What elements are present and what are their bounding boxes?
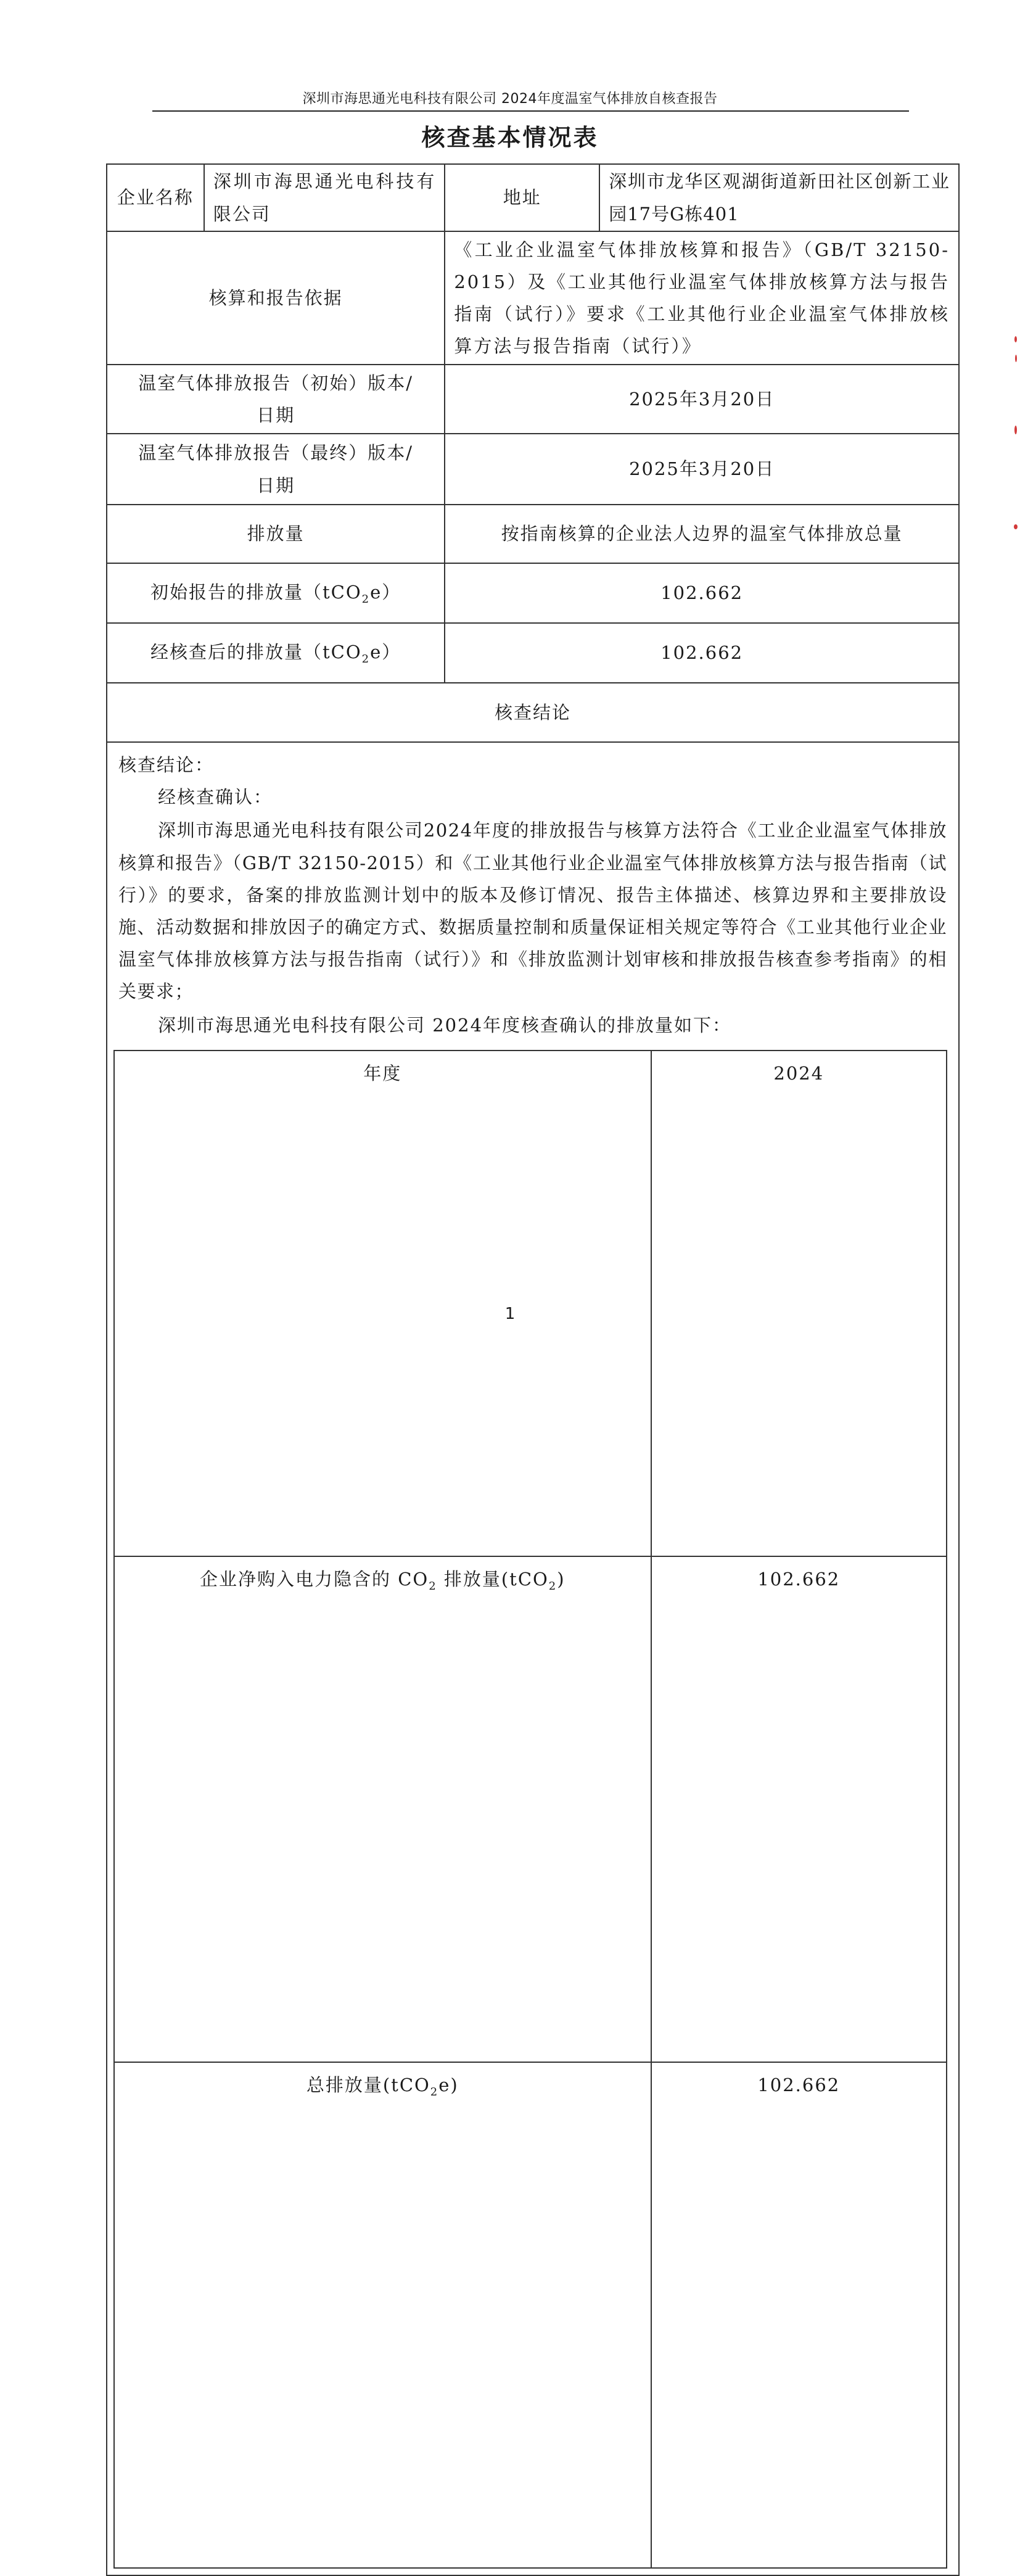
- year-value: 2024: [651, 1051, 947, 1556]
- initial-emission-label: 初始报告的排放量（tCO$_2$e）: [107, 563, 445, 623]
- running-header: 深圳市海思通光电科技有限公司 2024年度温室气体排放自核查报告: [302, 91, 718, 107]
- conclusion-header: 核查结论: [107, 683, 959, 742]
- company-name-label: 企业名称: [107, 164, 204, 231]
- verified-emission-value: 102.662: [445, 623, 959, 683]
- document-title: 核查基本情况表: [421, 124, 599, 151]
- table-row: [114, 1051, 947, 1556]
- electricity-emission-label: 企业净购入电力隐含的 $CO_2$ 排放量(tCO$_2$): [114, 1556, 651, 2062]
- initial-version-date: 2025年3月20日: [445, 365, 959, 434]
- summary-intro: 深圳市海思通光电科技有限公司 2024年度核查确认的排放量如下：: [158, 1014, 732, 1036]
- seal-trace-mark: [1014, 524, 1018, 529]
- initial-emission-value: 102.662: [445, 563, 959, 623]
- conclusion-cell: [107, 742, 959, 2575]
- table-row: [107, 231, 959, 365]
- page-number: 1: [504, 1305, 516, 1323]
- verified-emission-label: 经核查后的排放量（tCO$_2$e）: [107, 623, 445, 683]
- table-row: [107, 505, 959, 563]
- table-row: [107, 365, 959, 434]
- conclusion-paragraph: 深圳市海思通光电科技有限公司2024年度的排放报告与核算方法符合《工业企业温室气体排放核算和报告》（GB/T 32150-2015）和《工业其他行业企业温室气体排放核算方法与报告指南（试行）》的要求，备案的排放监测计划中的版本及修订情况、报告主体描述、核算边界和主要排放设施、活动数据和排放因子的确定方式、数据质量控制和质量保证相关规定等符合《工业其他行业企业温室气体排放核算方法与报告指南（试行）》和《排放监测计划审核和排放报告核查参考指南》的相关要求；: [118, 820, 947, 1002]
- initial-version-label: 温室气体排放报告（初始）版本/日期: [107, 365, 445, 434]
- conclusion-label: 核查结论：: [118, 754, 215, 775]
- address-value: 深圳市龙华区观湖街道新田社区创新工业园17号G栋401: [599, 164, 959, 231]
- header-rule: [152, 110, 909, 112]
- table-row: [107, 683, 959, 742]
- address-label: 地址: [445, 164, 599, 231]
- emission-description: 按指南核算的企业法人边界的温室气体排放总量: [445, 505, 959, 563]
- seal-trace-mark: [1014, 426, 1017, 434]
- table-row: [107, 434, 959, 505]
- total-emission-value: 102.662: [651, 2062, 947, 2568]
- company-name-value: 深圳市海思通光电科技有限公司: [204, 164, 445, 231]
- basis-value: 《工业企业温室气体排放核算和报告》（GB/T 32150-2015）及《工业其他行业温室气体排放核算方法与报告指南（试行）》要求《工业其他行业企业温室气体排放核算方法与报告指南（试行）》: [445, 231, 959, 365]
- table-row: [114, 2062, 947, 2568]
- confirm-text: 经核查确认：: [158, 786, 273, 808]
- emission-label: 排放量: [107, 505, 445, 563]
- table-row: [107, 164, 959, 231]
- final-version-label: 温室气体排放报告（最终）版本/日期: [107, 434, 445, 505]
- total-emission-label: 总排放量(tCO$_2$e): [114, 2062, 651, 2568]
- verified-emissions-table: [113, 1050, 947, 2569]
- table-row: [114, 1556, 947, 2062]
- verification-basic-info-table: [106, 163, 960, 2576]
- table-row: [107, 563, 959, 623]
- table-row: [107, 623, 959, 683]
- electricity-emission-value: 102.662: [651, 1556, 947, 2062]
- basis-label: 核算和报告依据: [107, 231, 445, 365]
- seal-trace-mark: [1015, 355, 1017, 362]
- final-version-date: 2025年3月20日: [445, 434, 959, 505]
- seal-trace-mark: [1014, 336, 1017, 342]
- year-label: 年度: [114, 1051, 651, 1556]
- table-row: [107, 742, 959, 2575]
